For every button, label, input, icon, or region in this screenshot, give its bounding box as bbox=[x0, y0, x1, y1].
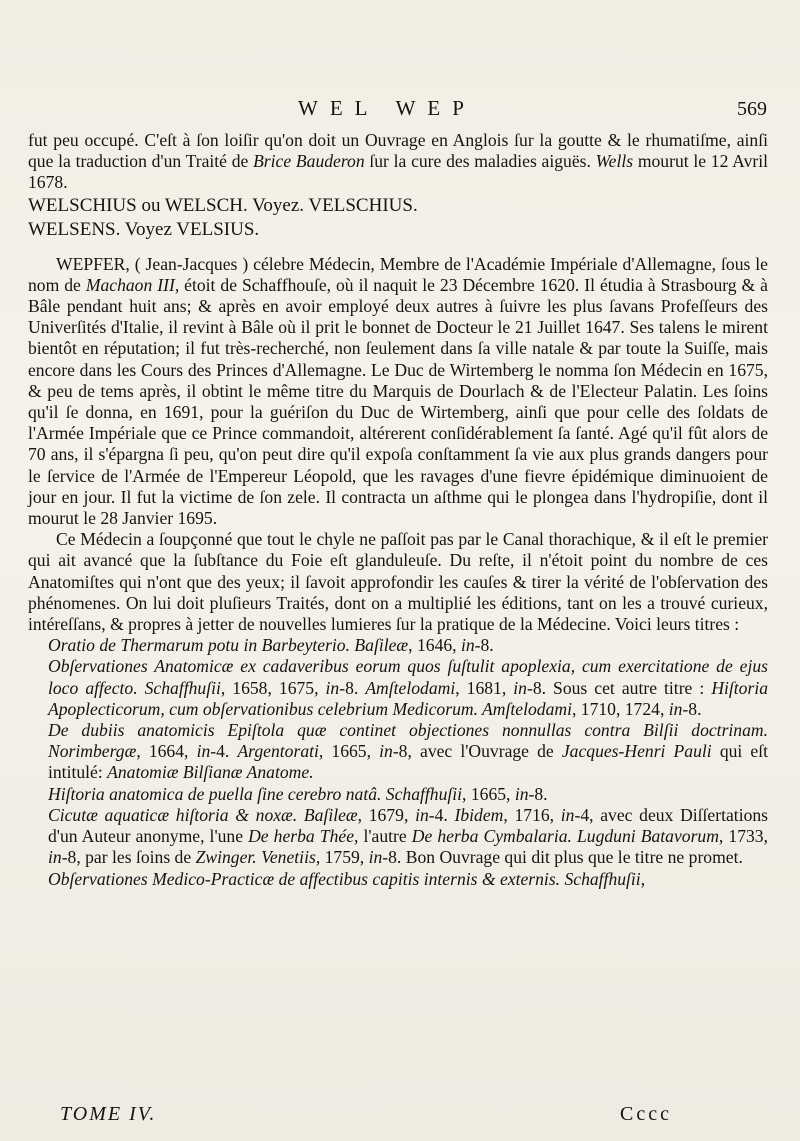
page-body bbox=[28, 130, 768, 890]
italic-run: Hiſtoria Apoplecticorum, cum obſervationibus celebrium Medicorum. Amſtelodami bbox=[48, 677, 769, 719]
text-run: -4, avec deux Diſſertations d'un Auteur anonyme, l'une bbox=[48, 804, 769, 847]
italic-run: in bbox=[325, 677, 340, 698]
italic-run: Wells bbox=[595, 151, 634, 172]
text-run: , 1664, bbox=[136, 741, 197, 762]
text-run: , 1646, bbox=[408, 635, 461, 656]
paragraph-wepfer-works bbox=[28, 529, 768, 635]
paragraph-wells-end bbox=[28, 130, 768, 194]
running-head: WEL WEP bbox=[298, 96, 476, 120]
text-run: -8. bbox=[339, 677, 366, 698]
text-run: -8. Bon Ouvrage qui dit plus que le titre ne promet. bbox=[382, 847, 743, 868]
italic-run: in bbox=[668, 698, 683, 719]
text-run: WEPFER, ( Jean-Jacques ) célebre Médecin, Membre de l'Académie Impériale d'Allemagne, ſous le nom de bbox=[28, 253, 768, 295]
citation-cicutae bbox=[28, 805, 768, 869]
text-run: , 1759, bbox=[315, 847, 369, 868]
page-number: 569 bbox=[737, 98, 767, 120]
italic-run: De herba Cymbalaria. Lugduni Batavorum bbox=[411, 826, 719, 847]
italic-run: Argentorati bbox=[237, 741, 319, 762]
italic-run: Jacques-Henri Pauli bbox=[561, 741, 712, 762]
citation-oratio bbox=[28, 635, 768, 656]
italic-run: Ibidem bbox=[454, 804, 504, 825]
text-run: , bbox=[640, 868, 646, 889]
text-run: -8. Sous cet autre titre : bbox=[526, 677, 712, 698]
italic-run: in bbox=[460, 635, 475, 656]
italic-run: De herba Thée bbox=[248, 826, 354, 847]
text-run: , 1733, bbox=[718, 826, 768, 847]
entry-wepfer bbox=[28, 254, 768, 530]
text-run: WELSENS. Voyez VELSIUS. bbox=[28, 218, 260, 240]
italic-run: Cicutæ aquaticæ hiſtoria & noxæ. Baſileæ bbox=[48, 804, 358, 825]
italic-run: in bbox=[368, 847, 383, 868]
text-run: , 1658, 1675, bbox=[220, 677, 326, 698]
italic-run: Anatomiæ Bilſianæ Anatome. bbox=[107, 762, 314, 783]
text-run: -8. bbox=[474, 635, 494, 656]
italic-run: in bbox=[514, 783, 529, 804]
italic-run: Obſervationes Anatomicæ ex cadaveribus eorum quos ſuſtulit apoplexia, cum exercitatione de ejus loco affecto. Schaffhuſii bbox=[48, 656, 768, 698]
text-run: Ce Médecin a ſoupçonné que tout le chyle ne paſſoit pas par le Canal thorachique, & il eſt le premier qui ait avancé que la ſubſtance du Foie eſt glanduleuſe. Du reſte, il n'étoit point du nombre de ces Anatomiſtes qui n'ont que des yeux; il ſavoit approfondir les cauſes & tirer la vérité de l'obſervation des phénomenes. On lui doit pluſieurs Traités, dont on a multiplié les éditions, tant on les a trouvé curieux, intéreſſans, & propres à jetter de nouvelles lumieres ſur la pratique de la Médecine. Voici leurs titres : bbox=[28, 529, 768, 635]
text-run: , 1679, bbox=[357, 804, 416, 825]
italic-run: Zwinger. Venetiis bbox=[195, 847, 316, 868]
italic-run: in bbox=[379, 741, 393, 762]
text-run: , l'autre bbox=[354, 826, 412, 847]
entry-welsens bbox=[28, 218, 768, 242]
page-header bbox=[0, 96, 800, 124]
italic-run: Oratio de Thermarum potu in Barbeyterio. Baſileæ bbox=[48, 635, 409, 656]
italic-run: Hiſtoria anatomica de puella ſine cerebro natâ. Schaffhuſii bbox=[48, 783, 463, 804]
text-run: , étoit de Schaffhouſe, où il naquit le 23 Décembre 1620. Il étudia à Strasbourg & à Bâle pendant huit ans; & après en avoir employé deux autres à ſuivre les plus ſavans Profeſſeurs des Univerſités d'Italie, il revint à Bâle où il prit le bonnet de Docteur le 21 Juillet 1647. Ses talens le mirent bientôt en réputation; il fut très-recherché, non ſeulement dans ſa ville natale & par toute la Suiſſe, mais encore dans les Cours des Princes d'Allemagne. Le Duc de Wirtemberg le nomma ſon Médecin en 1675, & peu de tems après, il obtint le même titre du Marquis de Dourlach & de l'Electeur Palatin. Les ſoins qu'il ſe donna, en 1691, pour la guériſon du Duc de Wirtemberg, ainſi que pour celle des ſoldats de l'Armée Impériale que ce Prince commandoit, altérerent conſidérablement ſa ſanté. Agé qu'il fût alors de 70 ans, il s'épargna ſi peu, qu'on peut dire qu'il expoſa conſtamment ſa vie aux plus grands dangers pour le ſervice de l'Armée de l'Empereur Léopold, que les ravages d'une fievre épidémique diminuoient de jour en jour. Il fut la victime de ſon zele. Il contracta un aſthme qui le plongea dans l'hydropiſie, dont il mourut le 28 Janvier 1695. bbox=[28, 274, 768, 529]
text-run: mourut le 12 Avril 1678. bbox=[28, 151, 768, 193]
italic-run: in bbox=[48, 847, 62, 868]
citation-de-dubiis bbox=[28, 720, 768, 784]
text-run: -4. bbox=[210, 741, 238, 762]
italic-run: Amſtelodami bbox=[365, 677, 456, 698]
text-run: WELSCHIUS ou WELSCH. Voyez. VELSCHIUS. bbox=[28, 194, 418, 216]
text-run: -8. bbox=[682, 698, 702, 719]
entry-welschius bbox=[28, 194, 768, 218]
italic-run: in bbox=[415, 804, 429, 825]
text-run: fut peu occupé. C'eſt à ſon loiſir qu'on doit un Ouvrage en Anglois ſur la goutte & le rhumatiſme, ainſi que la traduction d'un Traité de bbox=[28, 130, 768, 172]
italic-run: in bbox=[560, 804, 575, 825]
text-run: -8. bbox=[528, 783, 548, 804]
text-run: , 1710, 1724, bbox=[571, 698, 669, 719]
page-footer bbox=[60, 1103, 700, 1131]
signature-mark: Cccc bbox=[620, 1103, 672, 1125]
italic-run: Machaon III bbox=[85, 274, 175, 295]
italic-run: De dubiis anatomicis Epiſtola quæ continet objectiones nonnullas contra Bilſii doctrinam. Norimbergæ bbox=[48, 720, 768, 762]
italic-run: Obſervationes Medico-Practicæ de affectibus capitis internis & externis. Schaffhuſii bbox=[48, 868, 641, 889]
text-run: -8, avec l'Ouvrage de bbox=[392, 741, 562, 762]
text-run: qui eſt intitulé: bbox=[48, 741, 769, 783]
volume-label: TOME IV. bbox=[60, 1103, 157, 1125]
text-run: , 1665, bbox=[462, 783, 515, 804]
italic-run: Brice Bauderon bbox=[253, 151, 365, 172]
citation-observationes-anatomicae bbox=[28, 656, 768, 720]
italic-run: in bbox=[196, 741, 211, 762]
text-run: -4. bbox=[428, 804, 455, 825]
text-run: , 1681, bbox=[455, 677, 514, 698]
text-run: , 1716, bbox=[503, 804, 561, 825]
citation-observationes-medico bbox=[28, 869, 768, 890]
italic-run: in bbox=[513, 677, 527, 698]
text-run: , 1665, bbox=[318, 741, 380, 762]
text-run: -8, par les ſoins de bbox=[61, 847, 196, 868]
text-run: ſur la cure des maladies aiguës. bbox=[364, 151, 596, 172]
citation-historia-anatomica bbox=[28, 784, 768, 805]
